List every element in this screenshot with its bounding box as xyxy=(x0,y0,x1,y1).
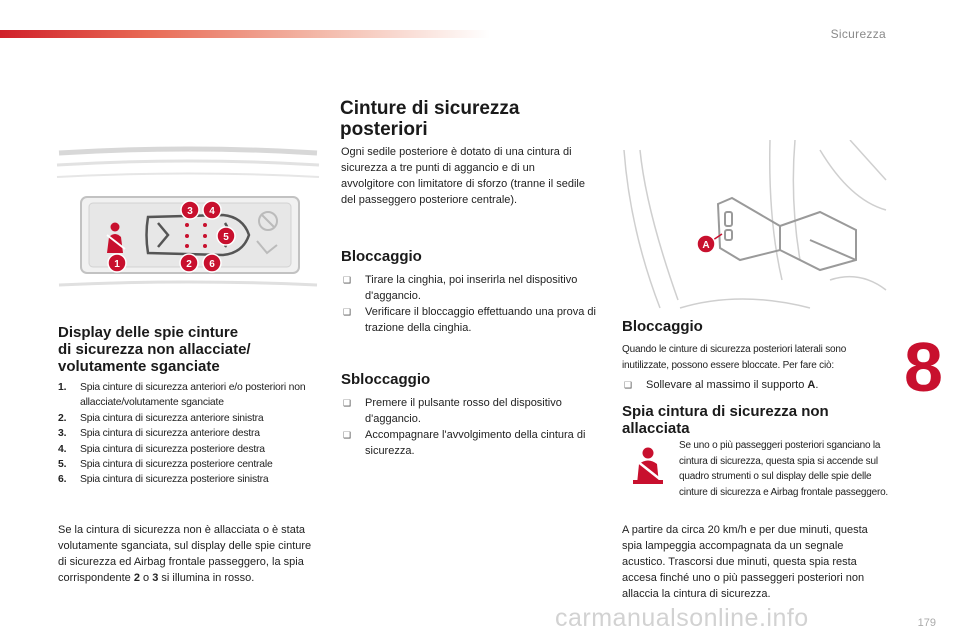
right-lock-text: Quando le cinture di sicurezza posteriori laterali sono inutilizzate, possono essere bloccate. Per fare ciò: xyxy=(622,344,847,371)
header-accent-bar xyxy=(0,30,490,38)
list-item: 4. Spia cintura di sicurezza posteriore destra xyxy=(58,443,265,455)
indicator-list xyxy=(58,380,318,488)
warning-light-text: Se uno o più passeggeri posteriori sganciano la cintura di sicurezza, questa spia si accende sul quadro strumenti o sul display delle spie delle cinture di sicurezza e Airbag frontale passeggero. xyxy=(679,440,889,498)
chapter-number: 8 xyxy=(904,328,943,406)
right-lock-title: Bloccaggio xyxy=(622,318,703,335)
warning-light-title: Spia cintura di sicurezza non allacciata xyxy=(622,403,829,437)
list-item: 5. Spia cintura di sicurezza posteriore centrale xyxy=(58,459,273,471)
list-item: ❑ Accompagnare l'avvolgimento della cintura di sicurezza. xyxy=(343,429,586,457)
seatbelt-display-diagram xyxy=(53,145,323,295)
page-number: 179 xyxy=(917,617,936,629)
display-title-line-1: Display delle spie cinture xyxy=(58,324,239,341)
list-item: 1. Spia cinture di sicurezza anteriori e/o posteriori non allacciate/volutamente sganciate xyxy=(58,382,306,409)
unlock-bullets xyxy=(341,395,603,459)
display-section-title xyxy=(58,324,318,375)
callout-label-5: 5 xyxy=(223,232,229,243)
unlock-title: Sbloccaggio xyxy=(341,371,431,388)
rear-belts-intro: Ogni sedile posteriore è dotato di una cintura di sicurezza a tre punti di aggancio e di un avvolgitore con limitatore di sforzo (tranne il sedile del passeggero posteriore centrale). xyxy=(341,146,585,206)
display-title-line-2: di sicurezza non allacciate/ xyxy=(58,341,251,358)
list-item: 6. Spia cintura di sicurezza posteriore sinistra xyxy=(58,474,269,486)
callout-label-1: 1 xyxy=(114,259,120,270)
list-item: 3. Spia cintura di sicurezza anteriore destra xyxy=(58,428,260,440)
watermark: carmanualsonline.info xyxy=(555,604,809,632)
list-item: ❑ Sollevare al massimo il supporto A. xyxy=(624,379,819,391)
belt-support-illustration xyxy=(620,140,890,310)
list-item: ❑ Premere il pulsante rosso del dispositivo d'aggancio. xyxy=(343,397,562,425)
warning-final-text: A partire da circa 20 km/h e per due minuti, questa spia lampeggia accompagnata da un segnale acustico. Trascorsi due minuti, questa spia resta accesa finché uno o più passeggeri posteriori non allaccia la cintura di sicurezza. xyxy=(622,524,868,600)
section-title: Sicurezza xyxy=(830,27,886,41)
list-item: ❑ Verificare il bloccaggio effettuando una prova di trazione della cinghia. xyxy=(343,306,596,334)
rear-seatbelt-warning-icon xyxy=(630,446,666,486)
list-item: ❑ Tirare la cinghia, poi inserirla nel dispositivo d'aggancio. xyxy=(343,274,578,302)
rear-belts-title: Cinture di sicurezza posteriori xyxy=(340,98,520,140)
display-title-line-3: volutamente sganciate xyxy=(58,358,220,375)
list-item: 2. Spia cintura di sicurezza anteriore sinistra xyxy=(58,412,264,424)
callout-label-4: 4 xyxy=(209,206,215,217)
lock-title: Bloccaggio xyxy=(341,248,422,265)
display-paragraph: Se la cintura di sicurezza non è allacciata o è stata volutamente sganciata, sul display delle spie cinture di sicurezza ed Airbag frontale passeggero, la spia corrispondente 2 o 3 si illumina in rosso. xyxy=(58,524,312,584)
callout-label-2: 2 xyxy=(186,259,192,270)
callout-label-3: 3 xyxy=(187,206,193,217)
lock-bullets xyxy=(341,272,601,336)
callout-label-a: A xyxy=(702,240,710,251)
right-lock-bullet xyxy=(622,377,890,393)
callout-label-6: 6 xyxy=(209,259,215,270)
